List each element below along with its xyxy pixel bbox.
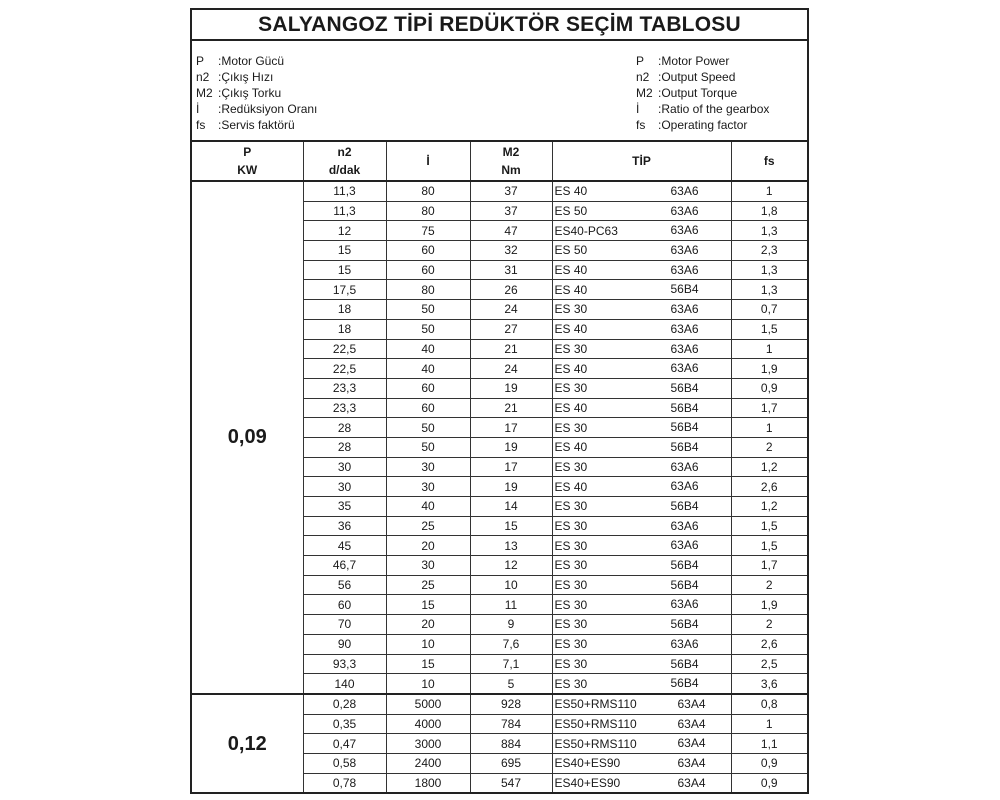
motor-code: 56B4 (670, 617, 699, 632)
cell-service-factor: 1,9 (731, 359, 807, 379)
cell-service-factor: 0,9 (731, 378, 807, 398)
cell-torque: 13 (470, 536, 552, 556)
cell-type (552, 556, 731, 576)
gearbox-model: ES40-PC63 (554, 223, 618, 238)
cell-ratio: 2400 (386, 753, 470, 773)
cell-output-speed: 23,3 (303, 378, 386, 398)
gearbox-model: ES 30 (554, 656, 588, 671)
cell-service-factor: 2 (731, 575, 807, 595)
header-output-torque (470, 142, 552, 181)
cell-type (552, 516, 731, 536)
legend-item (196, 85, 317, 101)
gearbox-model: ES 30 (554, 538, 588, 553)
cell-ratio: 15 (386, 595, 470, 615)
cell-type (552, 221, 731, 241)
legend-item (196, 101, 317, 117)
motor-code: 63A4 (677, 775, 706, 790)
cell-output-speed: 140 (303, 674, 386, 694)
cell-output-speed: 0,58 (303, 753, 386, 773)
cell-output-speed: 22,5 (303, 339, 386, 359)
motor-code: 63A6 (670, 302, 699, 317)
cell-type (552, 773, 731, 793)
header-power-unit: KW (237, 163, 258, 177)
motor-code: 63A6 (670, 518, 699, 533)
cell-type (552, 378, 731, 398)
motor-code: 63A6 (670, 459, 699, 474)
cell-output-speed: 15 (303, 260, 386, 280)
motor-code: 63A4 (677, 755, 706, 770)
cell-ratio: 10 (386, 674, 470, 694)
gearbox-model: ES 50 (554, 243, 588, 258)
cell-output-speed: 0,78 (303, 773, 386, 793)
cell-output-speed: 70 (303, 615, 386, 635)
motor-code: 63A6 (670, 361, 699, 376)
cell-ratio: 25 (386, 516, 470, 536)
gearbox-model: ES50+RMS110 (554, 736, 637, 751)
legend-item (196, 117, 317, 133)
gearbox-model: ES 30 (554, 637, 588, 652)
cell-ratio: 80 (386, 181, 470, 201)
cell-output-speed: 22,5 (303, 359, 386, 379)
header-fs-label: fs (763, 154, 775, 168)
cell-ratio: 60 (386, 260, 470, 280)
header-power (192, 142, 303, 181)
legend-description: :Operating factor (658, 118, 748, 132)
cell-torque: 21 (470, 339, 552, 359)
legend-symbol: n2 (636, 70, 650, 84)
cell-ratio: 80 (386, 280, 470, 300)
cell-service-factor: 0,8 (731, 694, 807, 714)
cell-ratio: 30 (386, 556, 470, 576)
cell-ratio: 80 (386, 201, 470, 221)
cell-torque: 7,6 (470, 634, 552, 654)
cell-ratio: 5000 (386, 694, 470, 714)
legend-item (196, 69, 317, 85)
legend-symbol: fs (196, 118, 206, 132)
cell-torque: 11 (470, 595, 552, 615)
cell-ratio: 60 (386, 398, 470, 418)
cell-type (552, 734, 731, 754)
legend-description: :Motor Power (658, 54, 730, 68)
cell-ratio: 60 (386, 241, 470, 261)
cell-type (552, 181, 731, 201)
gearbox-model: ES 30 (554, 676, 588, 691)
cell-type (552, 359, 731, 379)
legend-symbol: n2 (196, 70, 210, 84)
motor-code: 56B4 (670, 420, 699, 435)
table-row (192, 694, 807, 714)
cell-torque: 32 (470, 241, 552, 261)
motor-code: 56B4 (670, 499, 699, 513)
cell-service-factor: 1,8 (731, 201, 807, 221)
cell-ratio: 50 (386, 300, 470, 320)
legend-symbol: P (196, 54, 205, 68)
cell-service-factor: 2,5 (731, 654, 807, 674)
cell-service-factor: 1 (731, 339, 807, 359)
header-type-label: TİP (632, 154, 651, 168)
cell-torque: 784 (470, 714, 552, 734)
cell-torque: 17 (470, 418, 552, 438)
cell-service-factor: 1,1 (731, 734, 807, 754)
motor-code: 63A6 (670, 223, 699, 238)
header-m2-label: M2 (502, 145, 520, 159)
cell-output-speed: 30 (303, 457, 386, 477)
gearbox-model: ES 30 (554, 341, 588, 356)
gearbox-model: ES 40 (554, 282, 588, 297)
cell-torque: 24 (470, 359, 552, 379)
cell-ratio: 50 (386, 319, 470, 339)
cell-torque: 695 (470, 753, 552, 773)
cell-torque: 5 (470, 674, 552, 694)
cell-torque: 21 (470, 398, 552, 418)
gearbox-model: ES 40 (554, 263, 588, 278)
cell-torque: 14 (470, 497, 552, 517)
selection-table-sheet (190, 8, 809, 794)
cell-torque: 19 (470, 378, 552, 398)
cell-output-speed: 90 (303, 634, 386, 654)
legend-item (636, 85, 769, 101)
motor-code: 63A6 (670, 597, 699, 612)
cell-type (552, 418, 731, 438)
gearbox-model: ES50+RMS110 (554, 716, 637, 731)
legend-description: :Çıkış Hızı (218, 70, 274, 84)
cell-torque: 12 (470, 556, 552, 576)
cell-output-speed: 11,3 (303, 181, 386, 201)
cell-service-factor: 1,9 (731, 595, 807, 615)
cell-type (552, 575, 731, 595)
cell-service-factor: 1,2 (731, 497, 807, 517)
cell-type (552, 398, 731, 418)
cell-service-factor: 1 (731, 181, 807, 201)
cell-output-speed: 28 (303, 437, 386, 457)
cell-service-factor: 1,5 (731, 516, 807, 536)
motor-code: 56B4 (670, 558, 699, 573)
legend-description: :Redüksiyon Oranı (218, 102, 318, 116)
header-type (552, 142, 731, 181)
cell-type (552, 457, 731, 477)
cell-type (552, 497, 731, 517)
cell-output-speed: 15 (303, 241, 386, 261)
header-ratio (386, 142, 470, 181)
motor-code: 56B4 (670, 577, 699, 592)
cell-torque: 26 (470, 280, 552, 300)
cell-output-speed: 93,3 (303, 654, 386, 674)
motor-code: 63A6 (670, 538, 699, 553)
gearbox-model: ES 50 (554, 204, 588, 219)
gearbox-model: ES50+RMS110 (554, 697, 637, 712)
legend-item (636, 69, 769, 85)
selection-table (192, 142, 807, 794)
cell-output-speed: 18 (303, 300, 386, 320)
gearbox-model: ES 40 (554, 440, 588, 455)
gearbox-model: ES 40 (554, 322, 588, 337)
cell-service-factor: 2,3 (731, 241, 807, 261)
cell-type (552, 654, 731, 674)
legend-turkish (196, 53, 317, 133)
gearbox-model: ES 30 (554, 597, 588, 612)
cell-service-factor: 2,6 (731, 477, 807, 497)
legend-description: :Motor Gücü (218, 54, 285, 68)
cell-service-factor: 1,3 (731, 221, 807, 241)
cell-service-factor: 1,7 (731, 556, 807, 576)
cell-ratio: 40 (386, 497, 470, 517)
cell-ratio: 30 (386, 477, 470, 497)
header-m2-unit: Nm (501, 163, 521, 177)
cell-service-factor: 3,6 (731, 674, 807, 694)
cell-service-factor: 1 (731, 714, 807, 734)
motor-code: 63A6 (670, 184, 699, 198)
legend-description: :Çıkış Torku (218, 86, 282, 100)
gearbox-model: ES 30 (554, 459, 588, 474)
cell-torque: 19 (470, 477, 552, 497)
gearbox-model: ES 40 (554, 400, 588, 415)
cell-torque: 547 (470, 773, 552, 793)
cell-type (552, 634, 731, 654)
table-body (192, 181, 807, 793)
gearbox-model: ES 30 (554, 558, 588, 573)
header-n2-label: n2 (337, 145, 352, 159)
cell-torque: 24 (470, 300, 552, 320)
motor-code: 63A6 (670, 262, 699, 277)
cell-output-speed: 60 (303, 595, 386, 615)
motor-code: 63A6 (670, 203, 699, 218)
cell-ratio: 30 (386, 457, 470, 477)
motor-code: 56B4 (670, 439, 699, 454)
cell-output-speed: 18 (303, 319, 386, 339)
cell-service-factor: 1,2 (731, 457, 807, 477)
motor-code: 56B4 (670, 676, 699, 691)
cell-service-factor: 1,3 (731, 280, 807, 300)
header-service-factor (731, 142, 807, 181)
table-row (192, 181, 807, 201)
cell-output-speed: 45 (303, 536, 386, 556)
cell-torque: 10 (470, 575, 552, 595)
motor-code: 56B4 (670, 656, 699, 671)
motor-code: 56B4 (670, 400, 699, 415)
cell-type (552, 260, 731, 280)
cell-power: 0,09 (192, 181, 303, 694)
gearbox-model: ES 30 (554, 302, 588, 317)
cell-torque: 15 (470, 516, 552, 536)
cell-service-factor: 1 (731, 418, 807, 438)
legend-symbol: İ (196, 102, 200, 116)
cell-ratio: 40 (386, 359, 470, 379)
legend-description: :Servis faktörü (218, 118, 295, 132)
table-header-row (192, 142, 807, 181)
cell-service-factor: 0,9 (731, 753, 807, 773)
header-power-label: P (243, 145, 252, 159)
cell-output-speed: 30 (303, 477, 386, 497)
motor-code: 63A6 (670, 479, 699, 494)
motor-code: 63A6 (670, 243, 699, 258)
cell-torque: 37 (470, 201, 552, 221)
cell-type (552, 300, 731, 320)
legend (192, 41, 807, 142)
legend-description: :Output Speed (658, 70, 736, 84)
cell-type (552, 714, 731, 734)
cell-output-speed: 23,3 (303, 398, 386, 418)
page-title: SALYANGOZ TİPİ REDÜKTÖR SEÇİM TABLOSU (192, 10, 807, 41)
legend-description: :Ratio of the gearbox (658, 102, 770, 116)
motor-code: 63A4 (677, 716, 706, 731)
cell-output-speed: 12 (303, 221, 386, 241)
cell-type (552, 437, 731, 457)
gearbox-model: ES 40 (554, 184, 588, 199)
motor-code: 56B4 (670, 282, 699, 297)
cell-output-speed: 0,35 (303, 714, 386, 734)
cell-torque: 47 (470, 221, 552, 241)
cell-output-speed: 35 (303, 497, 386, 517)
cell-torque: 31 (470, 260, 552, 280)
cell-service-factor: 0,9 (731, 773, 807, 793)
gearbox-model: ES 30 (554, 420, 588, 435)
legend-description: :Output Torque (658, 86, 738, 100)
cell-ratio: 40 (386, 339, 470, 359)
cell-torque: 17 (470, 457, 552, 477)
cell-type (552, 241, 731, 261)
cell-torque: 884 (470, 734, 552, 754)
cell-ratio: 1800 (386, 773, 470, 793)
cell-output-speed: 28 (303, 418, 386, 438)
cell-output-speed: 56 (303, 575, 386, 595)
cell-type (552, 753, 731, 773)
cell-output-speed: 36 (303, 516, 386, 536)
cell-torque: 928 (470, 694, 552, 714)
cell-output-speed: 0,47 (303, 734, 386, 754)
cell-type (552, 674, 731, 694)
cell-type (552, 319, 731, 339)
legend-item (196, 53, 317, 69)
gearbox-model: ES40+ES90 (554, 775, 621, 790)
gearbox-model: ES 30 (554, 519, 588, 534)
cell-type (552, 477, 731, 497)
cell-torque: 27 (470, 319, 552, 339)
gearbox-model: ES 30 (554, 617, 588, 632)
cell-output-speed: 0,28 (303, 694, 386, 714)
cell-power: 0,12 (192, 694, 303, 793)
legend-symbol: fs (636, 118, 646, 132)
header-ratio-label: İ (426, 154, 430, 168)
motor-code: 63A6 (670, 341, 699, 356)
header-output-speed (303, 142, 386, 181)
legend-item (636, 101, 769, 117)
motor-code: 63A4 (677, 696, 706, 711)
cell-torque: 7,1 (470, 654, 552, 674)
legend-english (636, 53, 769, 133)
gearbox-model: ES 30 (554, 499, 588, 514)
gearbox-model: ES40+ES90 (554, 756, 621, 771)
cell-type (552, 280, 731, 300)
cell-type (552, 339, 731, 359)
cell-ratio: 4000 (386, 714, 470, 734)
cell-service-factor: 1,5 (731, 319, 807, 339)
cell-ratio: 75 (386, 221, 470, 241)
gearbox-model: ES 40 (554, 361, 588, 376)
cell-ratio: 15 (386, 654, 470, 674)
motor-code: 63A4 (677, 736, 706, 751)
cell-type (552, 201, 731, 221)
cell-service-factor: 1,7 (731, 398, 807, 418)
motor-code: 63A6 (670, 321, 699, 336)
cell-service-factor: 1,3 (731, 260, 807, 280)
legend-symbol: M2 (636, 86, 653, 100)
cell-ratio: 60 (386, 378, 470, 398)
cell-service-factor: 0,7 (731, 300, 807, 320)
cell-type (552, 694, 731, 714)
cell-ratio: 3000 (386, 734, 470, 754)
cell-torque: 9 (470, 615, 552, 635)
cell-ratio: 10 (386, 634, 470, 654)
cell-ratio: 50 (386, 418, 470, 438)
motor-code: 56B4 (670, 380, 699, 395)
cell-output-speed: 17,5 (303, 280, 386, 300)
cell-ratio: 25 (386, 575, 470, 595)
gearbox-model: ES 30 (554, 381, 588, 396)
cell-torque: 37 (470, 181, 552, 201)
header-n2-unit: d/dak (328, 163, 361, 177)
legend-item (636, 117, 769, 133)
cell-ratio: 20 (386, 615, 470, 635)
gearbox-model: ES 40 (554, 479, 588, 494)
cell-service-factor: 2 (731, 615, 807, 635)
cell-type (552, 536, 731, 556)
cell-output-speed: 46,7 (303, 556, 386, 576)
cell-type (552, 595, 731, 615)
legend-symbol: P (636, 54, 645, 68)
cell-ratio: 20 (386, 536, 470, 556)
cell-service-factor: 1,5 (731, 536, 807, 556)
legend-symbol: M2 (196, 86, 213, 100)
cell-ratio: 50 (386, 437, 470, 457)
legend-item (636, 53, 769, 69)
cell-service-factor: 2,6 (731, 634, 807, 654)
motor-code: 63A6 (670, 636, 699, 651)
cell-torque: 19 (470, 437, 552, 457)
gearbox-model: ES 30 (554, 578, 588, 593)
legend-symbol: İ (636, 102, 640, 116)
cell-output-speed: 11,3 (303, 201, 386, 221)
cell-service-factor: 2 (731, 437, 807, 457)
cell-type (552, 615, 731, 635)
